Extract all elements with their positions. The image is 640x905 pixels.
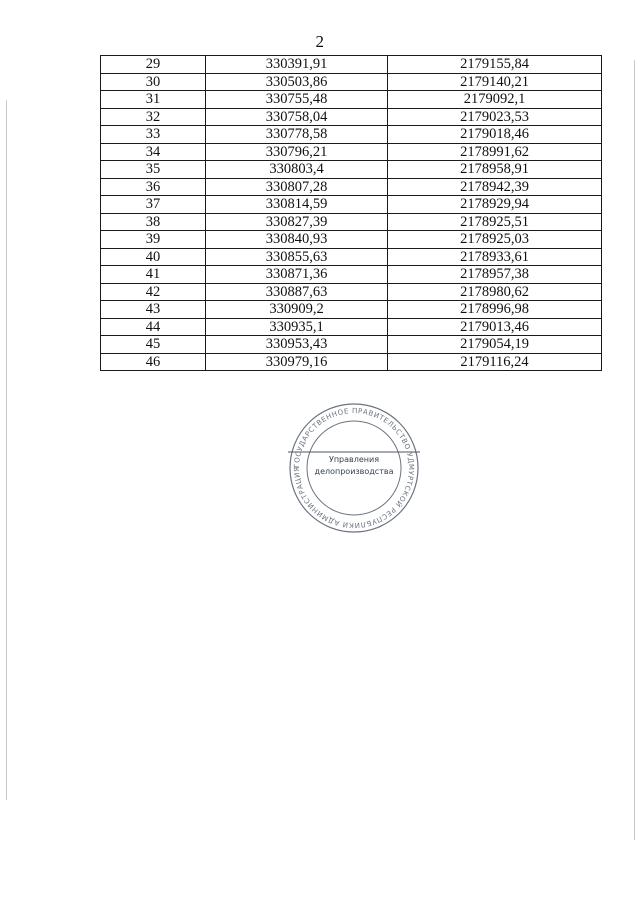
- y-coordinate-cell: 2178925,03: [388, 231, 602, 249]
- x-coordinate-cell: 330887,63: [206, 283, 388, 301]
- point-number-cell: 32: [101, 108, 206, 126]
- point-number-cell: 29: [101, 56, 206, 74]
- x-coordinate-cell: 330953,43: [206, 336, 388, 354]
- right-margin-scan-mark: [634, 60, 635, 840]
- x-coordinate-cell: 330814,59: [206, 196, 388, 214]
- x-coordinate-cell: 330778,58: [206, 126, 388, 144]
- x-coordinate-cell: 330840,93: [206, 231, 388, 249]
- point-number-cell: 33: [101, 126, 206, 144]
- coordinates-table: [100, 55, 602, 371]
- point-number-cell: 43: [101, 301, 206, 319]
- table-row: [101, 301, 602, 319]
- x-coordinate-cell: 330807,28: [206, 178, 388, 196]
- point-number-cell: 39: [101, 231, 206, 249]
- table-row: [101, 318, 602, 336]
- table-row: [101, 336, 602, 354]
- x-coordinate-cell: 330871,36: [206, 266, 388, 284]
- x-coordinate-cell: 330979,16: [206, 353, 388, 371]
- table-row: [101, 248, 602, 266]
- x-coordinate-cell: 330909,2: [206, 301, 388, 319]
- x-coordinate-cell: 330855,63: [206, 248, 388, 266]
- x-coordinate-cell: 330755,48: [206, 91, 388, 109]
- table-row: [101, 126, 602, 144]
- x-coordinate-cell: 330391,91: [206, 56, 388, 74]
- point-number-cell: 34: [101, 143, 206, 161]
- point-number-cell: 45: [101, 336, 206, 354]
- x-coordinate-cell: 330935,1: [206, 318, 388, 336]
- y-coordinate-cell: 2178925,51: [388, 213, 602, 231]
- y-coordinate-cell: 2178942,39: [388, 178, 602, 196]
- y-coordinate-cell: 2178958,91: [388, 161, 602, 179]
- point-number-cell: 30: [101, 73, 206, 91]
- y-coordinate-cell: 2178929,94: [388, 196, 602, 214]
- table-row: [101, 178, 602, 196]
- x-coordinate-cell: 330758,04: [206, 108, 388, 126]
- y-coordinate-cell: 2179018,46: [388, 126, 602, 144]
- left-margin-scan-mark: [6, 100, 7, 800]
- point-number-cell: 36: [101, 178, 206, 196]
- y-coordinate-cell: 2179116,24: [388, 353, 602, 371]
- table-row: [101, 213, 602, 231]
- official-seal-stamp: [288, 402, 420, 534]
- y-coordinate-cell: 2179092,1: [388, 91, 602, 109]
- point-number-cell: 40: [101, 248, 206, 266]
- y-coordinate-cell: 2179155,84: [388, 56, 602, 74]
- y-coordinate-cell: 2179140,21: [388, 73, 602, 91]
- table-row: [101, 231, 602, 249]
- page-number: 2: [315, 32, 325, 51]
- y-coordinate-cell: 2178933,61: [388, 248, 602, 266]
- table-row: [101, 143, 602, 161]
- x-coordinate-cell: 330827,39: [206, 213, 388, 231]
- point-number-cell: 41: [101, 266, 206, 284]
- point-number-cell: 44: [101, 318, 206, 336]
- table-row: [101, 91, 602, 109]
- coordinates-table-body: [101, 56, 602, 371]
- table-row: [101, 56, 602, 74]
- point-number-cell: 46: [101, 353, 206, 371]
- y-coordinate-cell: 2179013,46: [388, 318, 602, 336]
- x-coordinate-cell: 330803,4: [206, 161, 388, 179]
- point-number-cell: 37: [101, 196, 206, 214]
- y-coordinate-cell: 2179054,19: [388, 336, 602, 354]
- x-coordinate-cell: 330796,21: [206, 143, 388, 161]
- seal-line-1: Управления: [328, 455, 380, 464]
- point-number-cell: 35: [101, 161, 206, 179]
- seal-line-2: делопроизводства: [314, 467, 394, 476]
- point-number-cell: 31: [101, 91, 206, 109]
- point-number-cell: 42: [101, 283, 206, 301]
- y-coordinate-cell: 2178996,98: [388, 301, 602, 319]
- y-coordinate-cell: 2179023,53: [388, 108, 602, 126]
- y-coordinate-cell: 2178991,62: [388, 143, 602, 161]
- table-row: [101, 196, 602, 214]
- point-number-cell: 38: [101, 213, 206, 231]
- y-coordinate-cell: 2178957,38: [388, 266, 602, 284]
- table-row: [101, 161, 602, 179]
- table-row: [101, 73, 602, 91]
- table-row: [101, 108, 602, 126]
- table-row: [101, 283, 602, 301]
- y-coordinate-cell: 2178980,62: [388, 283, 602, 301]
- table-row: [101, 266, 602, 284]
- x-coordinate-cell: 330503,86: [206, 73, 388, 91]
- table-row: [101, 353, 602, 371]
- seal-ring-text: ГОСУДАРСТВЕННОЕ ПРАВИТЕЛЬСТВО УДМУРТСКОЙ РЕСПУБЛИКИ АДМИНИСТРАЦИЯ: [292, 406, 416, 530]
